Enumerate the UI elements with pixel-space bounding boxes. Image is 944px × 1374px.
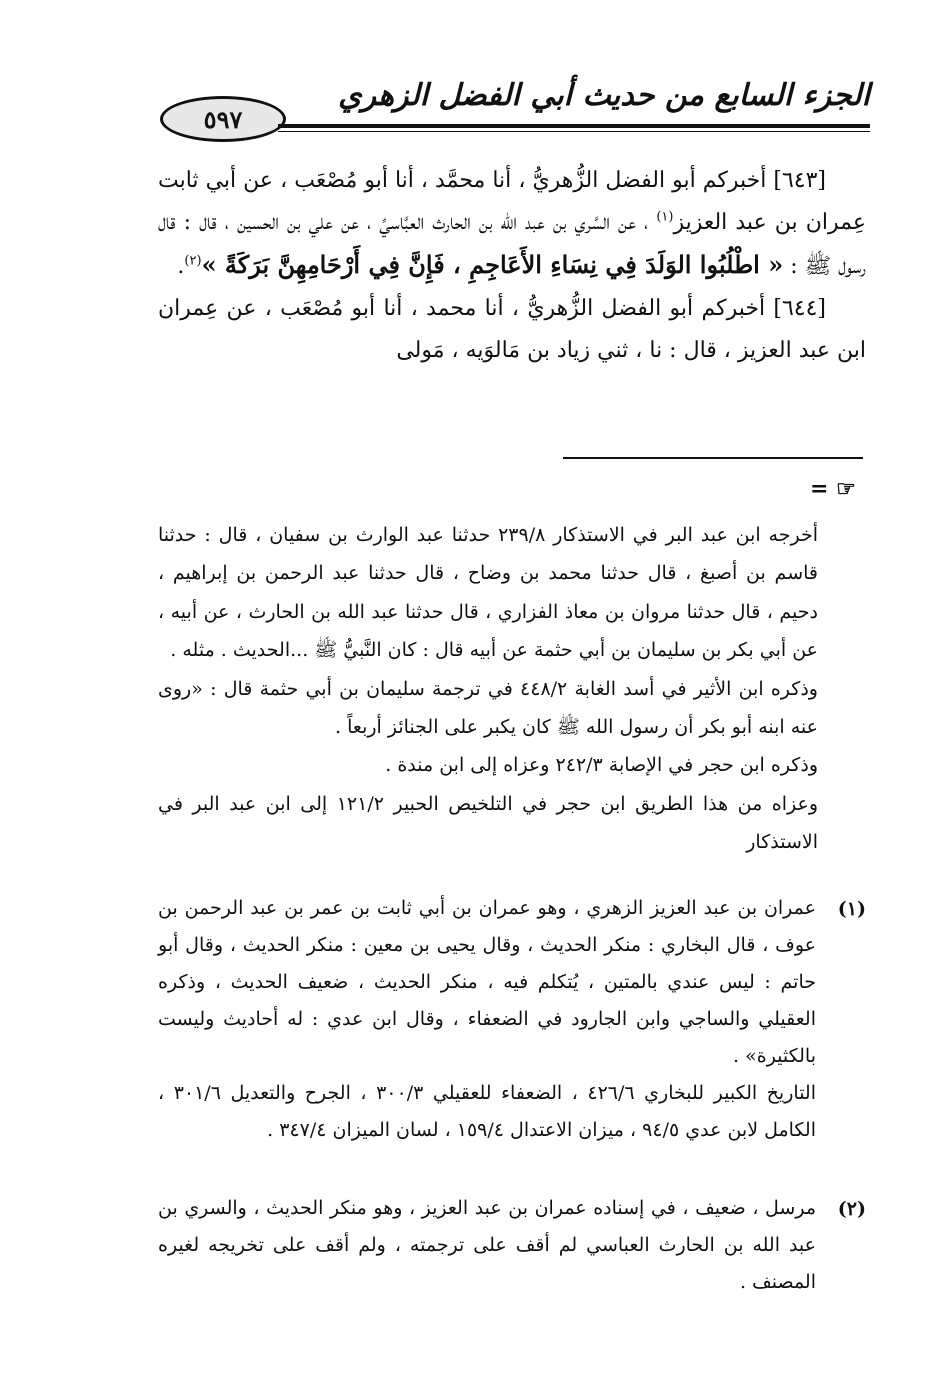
hadith-643-isnad-cont: ، عن السَّري بن عبد الله بن الحارث العبَّاسيِّ ، عن علي بن الحسين ، قال : قال رسول ﷺ : [158, 210, 866, 279]
footnote-paragraph: وذكره ابن الأثير في أسد الغابة ٤٤٨/٢ في ترجمة سليمان بن أبي حثمة قال : «روى عنه ابنه أبو بكر أن رسول الله ﷺ كان يكبر على الجنائز أربعاً . [158, 677, 818, 739]
footnote-paragraph: وذكره ابن حجر في الإصابة ٢٤٢/٣ وعزاه إلى ابن مندة . [385, 754, 818, 777]
page-header [150, 78, 870, 148]
footnote-ref-1[interactable]: (١) [656, 209, 674, 225]
header-rule [278, 124, 870, 128]
header-rule-thin [278, 131, 870, 132]
page-number-badge [160, 96, 286, 142]
footnote-2 [158, 1190, 866, 1301]
main-text [158, 160, 866, 372]
footnote-number: (١) [837, 898, 866, 920]
footnote-paragraph: التاريخ الكبير للبخاري ٤٢٦/٦ ، الضعفاء للعقيلي ٣٠٠/٣ ، الجرح والتعديل ٣٠١/٦ ، الكامل لابن عدي ٩٤/٥ ، ميزان الاعتدال ١٥٩/٤ ، لسان الميزان ٣٤٧/٤ . [158, 1082, 816, 1141]
footnote-paragraph: مرسل ، ضعيف ، في إسناده عمران بن عبد العزيز ، وهو منكر الحديث ، والسري بن عبد الله بن الحارث العباسي لم أقف على ترجمته ، ولم أقف على تخريجه لغيره المصنف . [158, 1197, 816, 1293]
footnote-1 [158, 890, 866, 1149]
hadith-643-end: . [177, 254, 185, 279]
continuation-mark: = ☞ [810, 476, 856, 502]
footnote-ref-2[interactable]: (٢) [184, 253, 202, 269]
page-number: ٥٩٧ [203, 104, 243, 134]
running-title: الجزء السابع من حديث أبي الفضل الزهري [338, 78, 870, 113]
footnote-continuation [158, 516, 818, 862]
hadith-643-matn: « اطْلُبُوا الوَلَدَ فِي نِسَاءِ الأَعَاجِمِ ، فَإِنَّ فِي أَرْحَامِهِنَّ بَرَكَةً » [201, 250, 784, 279]
hadith-644: [٦٤٤] أخبركم أبو الفضل الزُّهريُّ ، أنا محمد ، أنا أبو مُصْعَب ، عن عِمران ابن عبد العزيز ، قال : نا ، ثني زياد بن مَالوَيه ، مَولى [158, 296, 866, 363]
footnote-paragraph: أخرجه ابن عبد البر في الاستذكار ٢٣٩/٨ حدثنا عبد الوارث بن سفيان ، قال : حدثنا قاسم بن أصبغ ، قال حدثنا محمد بن وضاح ، قال حدثنا عبد الرحمن بن إبراهيم ، دحيم ، قال حدثنا مروان بن معاذ الفزاري ، قال حدثنا عبد الله بن الحارث ، عن أبيه ، عن أبي بكر بن سليمان بن أبي حثمة عن أبيه قال : كان النَّبيُّ ﷺ ...الحديث . مثله . [158, 524, 818, 662]
footnote-separator [563, 457, 863, 459]
hadith-643 [158, 160, 866, 288]
footnote-paragraph: وعزاه من هذا الطريق ابن حجر في التلخيص الحبير ١٢١/٢ إلى ابن عبد البر في الاستذكار [158, 792, 819, 854]
footnote-paragraph: عمران بن عبد العزيز الزهري ، وهو عمران بن أبي ثابت بن عمر بن عبد الرحمن بن عوف ، قال البخاري : منكر الحديث ، وقال يحيى بن معين : منكر الحديث ، وقال أبو حاتم : ليس عندي بالمتين ، يُتكلم فيه ، منكر الحديث ، ضعيف الحديث ، وذكره العقيلي والساجي وابن الجارود في الضعفاء ، وقال ابن عدي : له أحاديث وليست بالكثيرة» . [158, 897, 816, 1067]
hadith-643-isnad: [٦٤٣] أخبركم أبو الفضل الزُّهريُّ ، أنا محمَّد ، أنا أبو مُصْعَب ، عن أبي ثابت عِمران بن عبد العزيز [158, 168, 866, 235]
footnote-number: (٢) [837, 1198, 866, 1220]
